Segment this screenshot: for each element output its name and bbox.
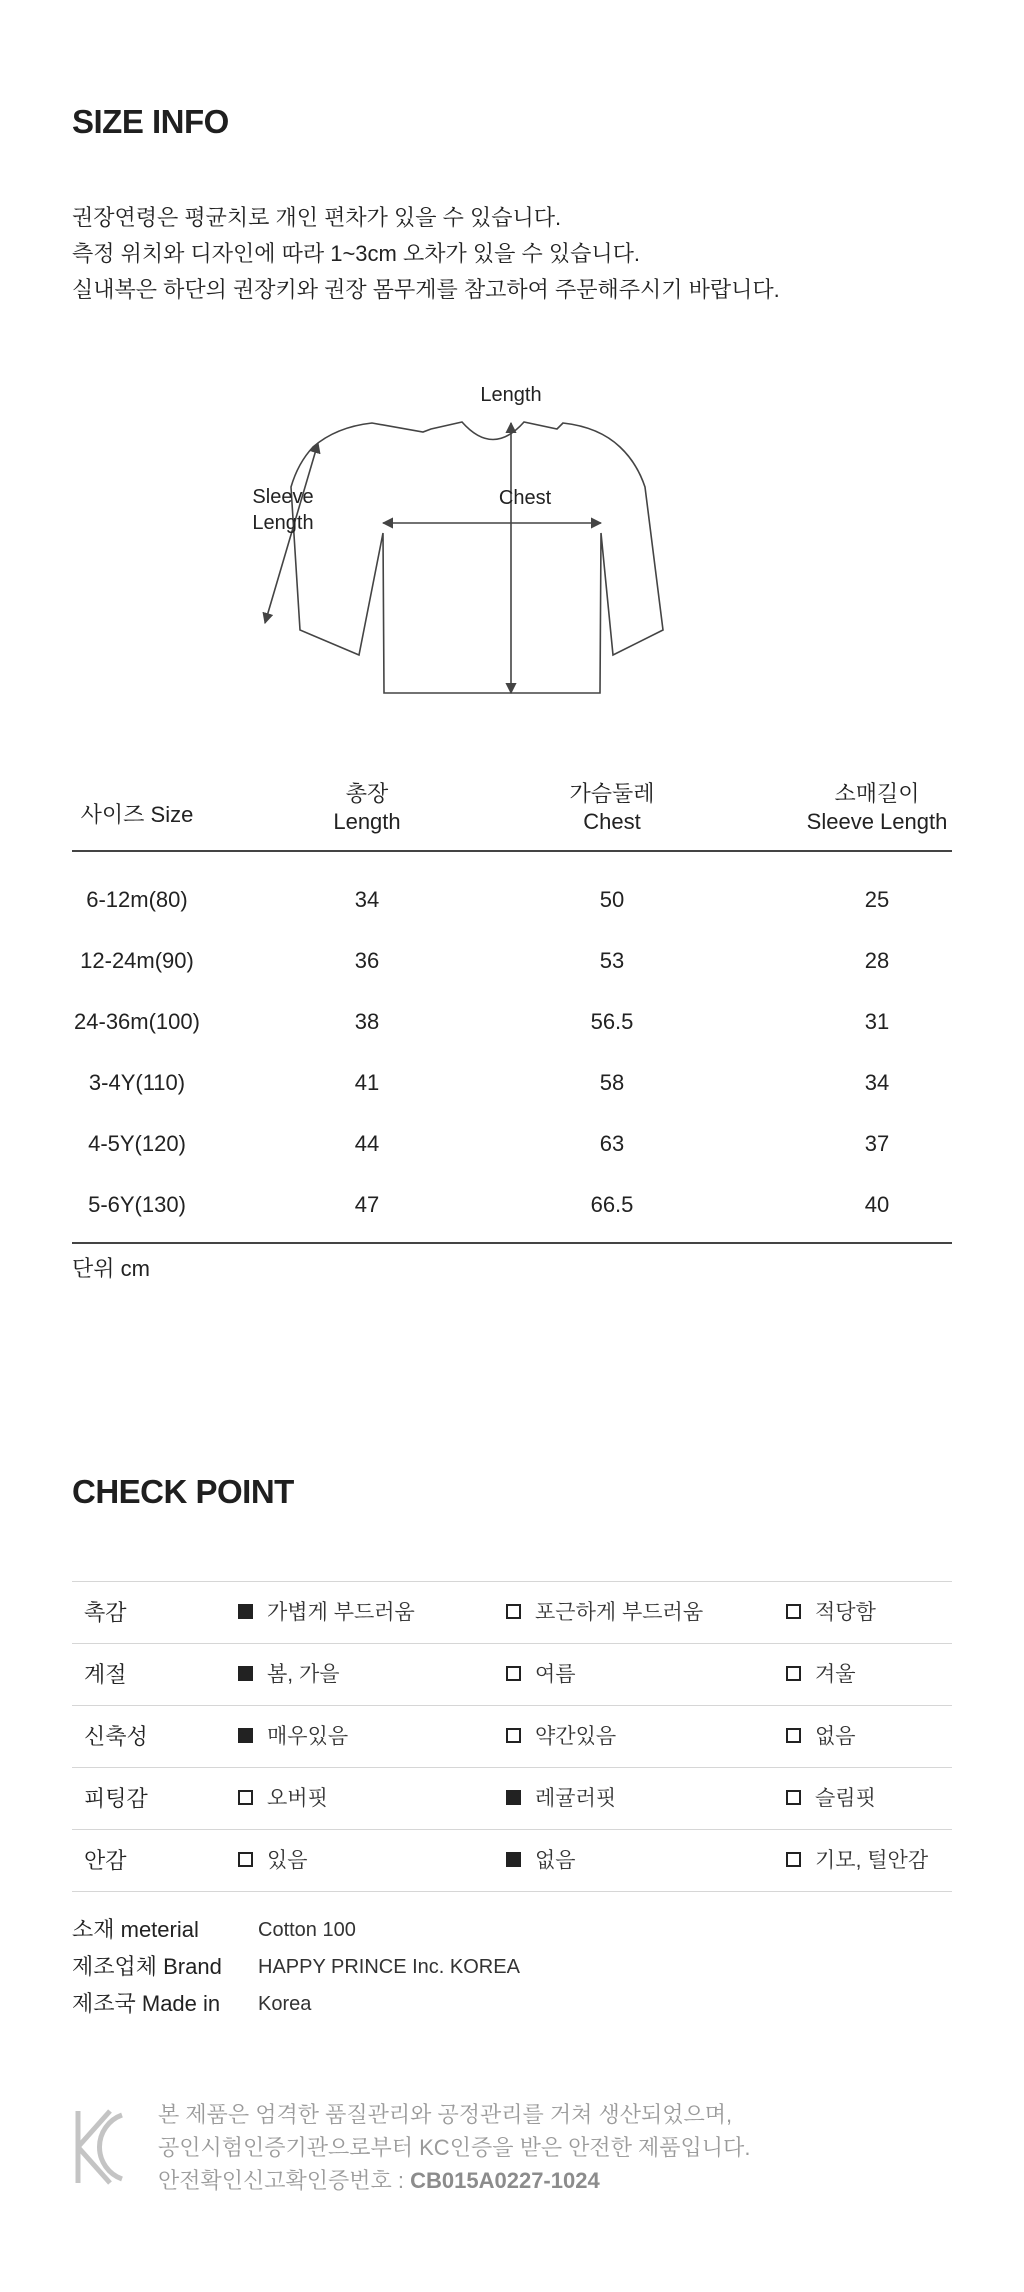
cell-length: 44 bbox=[354, 1131, 380, 1156]
spec-made-in bbox=[72, 1986, 952, 2022]
unchecked-box-icon bbox=[786, 1852, 801, 1867]
unchecked-box-icon bbox=[786, 1790, 801, 1805]
spec-key: 소재 meterial bbox=[72, 1917, 199, 1942]
header-sleeve-en: Sleeve Length bbox=[806, 809, 948, 834]
unchecked-box-icon bbox=[506, 1728, 521, 1743]
cell-chest: 53 bbox=[599, 948, 625, 973]
header-length bbox=[302, 780, 432, 836]
option-label: 오버핏 bbox=[267, 1787, 328, 1810]
cell-size: 24-36m(100) bbox=[74, 1009, 200, 1034]
check-row-texture bbox=[72, 1582, 952, 1644]
check-point-title: CHECK POINT bbox=[72, 1473, 294, 1510]
header-chest-ko: 가슴둘레 bbox=[569, 781, 655, 806]
kc-line: 본 제품은 엄격한 품질관리와 공정관리를 거쳐 생산되었으며, bbox=[158, 2102, 733, 2127]
option-label: 없음 bbox=[535, 1849, 576, 1872]
check-row-label: 안감 bbox=[84, 1848, 127, 1873]
size-note: 측정 위치와 디자인에 따라 1~3cm 오차가 있을 수 있습니다. bbox=[72, 241, 640, 266]
kc-number-label: 안전확인신고확인증번호 : bbox=[158, 2168, 411, 2193]
option-label: 없음 bbox=[815, 1725, 856, 1748]
unchecked-box-icon bbox=[238, 1852, 253, 1867]
cell-length: 38 bbox=[354, 1009, 380, 1034]
check-option bbox=[238, 1706, 348, 1767]
size-note: 실내복은 하단의 권장키와 권장 몸무게를 참고하여 주문해주시기 바랍니다. bbox=[72, 277, 780, 302]
kc-number: CB015A0227-1024 bbox=[410, 2168, 600, 2193]
unchecked-box-icon bbox=[238, 1790, 253, 1805]
check-option bbox=[506, 1582, 703, 1643]
kc-line: 공인시험인증기관으로부터 KC인증을 받은 안전한 제품입니다. bbox=[158, 2135, 751, 2160]
garment-outline bbox=[291, 422, 663, 693]
check-option bbox=[506, 1830, 576, 1891]
check-option bbox=[238, 1582, 415, 1643]
cell-length: 34 bbox=[354, 887, 380, 912]
check-option bbox=[786, 1582, 876, 1643]
check-row-season bbox=[72, 1644, 952, 1706]
cell-length: 47 bbox=[354, 1192, 380, 1217]
garment-measurement-diagram bbox=[240, 375, 740, 705]
header-length-en: Length bbox=[333, 809, 401, 834]
unit-note: 단위 cm bbox=[72, 1256, 150, 1281]
header-chest-en: Chest bbox=[583, 809, 641, 834]
check-row-label: 신축성 bbox=[84, 1724, 148, 1749]
checked-box-icon bbox=[506, 1852, 521, 1867]
check-option bbox=[506, 1644, 576, 1705]
check-option bbox=[238, 1644, 340, 1705]
option-label: 약간있음 bbox=[535, 1725, 617, 1748]
cell-length: 41 bbox=[354, 1070, 380, 1095]
cell-chest: 63 bbox=[599, 1131, 625, 1156]
cell-sleeve: 25 bbox=[864, 887, 890, 912]
header-sleeve bbox=[772, 780, 982, 836]
cell-chest: 66.5 bbox=[590, 1192, 634, 1217]
table-row bbox=[72, 1052, 952, 1113]
check-row-stretch bbox=[72, 1706, 952, 1768]
sleeve-label-line2: Length bbox=[252, 512, 314, 534]
option-label: 가볍게 부드러움 bbox=[267, 1601, 415, 1624]
spec-value: HAPPY PRINCE Inc. KOREA bbox=[258, 1956, 520, 1978]
table-row bbox=[72, 1113, 952, 1174]
check-row-label: 촉감 bbox=[84, 1600, 127, 1625]
check-option bbox=[786, 1644, 856, 1705]
cell-sleeve: 40 bbox=[864, 1192, 890, 1217]
option-label: 있음 bbox=[267, 1849, 308, 1872]
cell-sleeve: 37 bbox=[864, 1131, 890, 1156]
cell-chest: 50 bbox=[599, 887, 625, 912]
header-chest bbox=[547, 780, 677, 836]
option-label: 봄, 가을 bbox=[267, 1663, 340, 1686]
option-label: 여름 bbox=[535, 1663, 576, 1686]
header-length-ko: 총장 bbox=[345, 781, 389, 806]
spec-value: Korea bbox=[258, 1993, 312, 2015]
spec-key: 제조국 Made in bbox=[72, 1991, 221, 2016]
unchecked-box-icon bbox=[786, 1666, 801, 1681]
cell-size: 4-5Y(120) bbox=[88, 1131, 186, 1156]
size-table-top-rule bbox=[72, 850, 952, 852]
size-info-title: SIZE INFO bbox=[72, 103, 229, 140]
option-label: 레귤러핏 bbox=[535, 1787, 617, 1810]
check-row-lining bbox=[72, 1830, 952, 1892]
option-label: 슬림핏 bbox=[815, 1787, 876, 1810]
header-sleeve-ko: 소매길이 bbox=[834, 781, 920, 806]
check-option bbox=[786, 1768, 876, 1829]
checked-box-icon bbox=[238, 1728, 253, 1743]
cell-size: 5-6Y(130) bbox=[88, 1192, 186, 1217]
spec-material bbox=[72, 1912, 952, 1948]
checked-box-icon bbox=[238, 1666, 253, 1681]
check-row-label: 피팅감 bbox=[84, 1786, 148, 1811]
option-label: 적당함 bbox=[815, 1601, 876, 1624]
cell-chest: 56.5 bbox=[590, 1009, 634, 1034]
cell-sleeve: 34 bbox=[864, 1070, 890, 1095]
option-label: 포근하게 부드러움 bbox=[535, 1601, 704, 1624]
size-notes bbox=[72, 200, 780, 308]
table-row bbox=[72, 869, 952, 930]
kc-certification-text bbox=[158, 2098, 750, 2197]
table-row bbox=[72, 1174, 952, 1235]
length-label: Length bbox=[480, 384, 542, 406]
header-size bbox=[72, 801, 202, 829]
unchecked-box-icon bbox=[786, 1604, 801, 1619]
table-row bbox=[72, 991, 952, 1052]
option-label: 겨울 bbox=[815, 1663, 856, 1686]
cell-chest: 58 bbox=[599, 1070, 625, 1095]
checked-box-icon bbox=[506, 1790, 521, 1805]
kc-line bbox=[158, 2164, 750, 2197]
kc-mark-logo bbox=[74, 2107, 126, 2187]
chest-label: Chest bbox=[498, 487, 552, 509]
unchecked-box-icon bbox=[786, 1728, 801, 1743]
cell-length: 36 bbox=[354, 948, 380, 973]
check-option bbox=[506, 1706, 616, 1767]
cell-sleeve: 28 bbox=[864, 948, 890, 973]
check-option bbox=[238, 1768, 328, 1829]
check-option bbox=[506, 1768, 616, 1829]
header-size-text: 사이즈 Size bbox=[80, 802, 194, 827]
check-option bbox=[786, 1706, 856, 1767]
check-point-table bbox=[72, 1581, 952, 1892]
size-table-header bbox=[72, 780, 952, 852]
unchecked-box-icon bbox=[506, 1666, 521, 1681]
cell-size: 3-4Y(110) bbox=[88, 1070, 186, 1095]
checked-box-icon bbox=[238, 1604, 253, 1619]
option-label: 기모, 털안감 bbox=[815, 1849, 929, 1872]
check-row-fit bbox=[72, 1768, 952, 1830]
spec-key: 제조업체 Brand bbox=[72, 1954, 222, 1979]
spec-value: Cotton 100 bbox=[258, 1919, 356, 1941]
table-row bbox=[72, 930, 952, 991]
cell-size: 12-24m(90) bbox=[80, 948, 194, 973]
check-row-label: 계절 bbox=[84, 1662, 127, 1687]
check-option bbox=[786, 1830, 928, 1891]
spec-brand bbox=[72, 1949, 952, 1985]
cell-size: 6-12m(80) bbox=[86, 887, 188, 912]
option-label: 매우있음 bbox=[267, 1725, 349, 1748]
cell-sleeve: 31 bbox=[864, 1009, 890, 1034]
sleeve-label-line1: Sleeve bbox=[252, 486, 314, 508]
size-table-bottom-rule bbox=[72, 1242, 952, 1244]
check-option bbox=[238, 1830, 308, 1891]
size-note: 권장연령은 평균치로 개인 편차가 있을 수 있습니다. bbox=[72, 205, 562, 230]
unchecked-box-icon bbox=[506, 1604, 521, 1619]
